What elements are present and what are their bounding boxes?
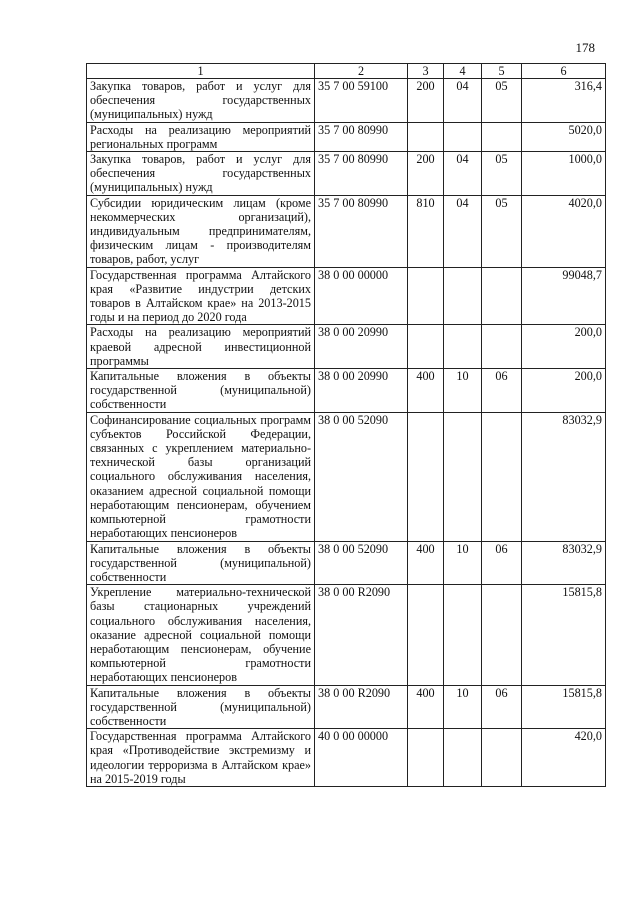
- section-code: 04: [444, 152, 482, 196]
- column-header: 4: [444, 64, 482, 79]
- table-row: [87, 685, 606, 729]
- column-header: 1: [87, 64, 315, 79]
- table-row: [87, 122, 606, 151]
- expense-type: [408, 412, 444, 541]
- table-row: [87, 412, 606, 541]
- table-row: [87, 541, 606, 585]
- item-name: Софинансирование социальных программ субъектов Российской Федерации, связанных с укреплением материально-технической базы организаций социального обслуживания населения, оказанием адресной социальной помощи неработающим пенсионерам, обучением компьютерной грамотности неработающих пенсионеров: [87, 412, 315, 541]
- target-code: 38 0 00 20990: [315, 325, 408, 369]
- item-name: Государственная программа Алтайского края «Развитие индустрии детских товаров в Алтайском крае» на 2013-2015 годы и на период до 2020 года: [87, 267, 315, 325]
- section-code: [444, 585, 482, 685]
- section-code: 10: [444, 541, 482, 585]
- column-header: 3: [408, 64, 444, 79]
- expense-type: 400: [408, 541, 444, 585]
- subsection-code: [482, 585, 522, 685]
- amount: 15815,8: [522, 685, 606, 729]
- item-name: Укрепление материально-технической базы стационарных учреждений социального обслуживания населения, оказание адресной социальной помощи неработающим пенсионерам, обучение компьютерной грамотности неработающих пенсионеров: [87, 585, 315, 685]
- page-number: 178: [575, 40, 595, 55]
- target-code: 35 7 00 59100: [315, 79, 408, 123]
- target-code: 38 0 00 20990: [315, 369, 408, 413]
- table-row: [87, 79, 606, 123]
- section-code: [444, 325, 482, 369]
- expense-type: 400: [408, 369, 444, 413]
- item-name: Капитальные вложения в объекты государственной (муниципальной) собственности: [87, 369, 315, 413]
- table-row: [87, 369, 606, 413]
- target-code: 35 7 00 80990: [315, 122, 408, 151]
- section-code: [444, 267, 482, 325]
- column-header: 5: [482, 64, 522, 79]
- table-row: [87, 729, 606, 787]
- expense-type: [408, 729, 444, 787]
- subsection-code: 06: [482, 369, 522, 413]
- amount: 420,0: [522, 729, 606, 787]
- column-header: 2: [315, 64, 408, 79]
- target-code: 35 7 00 80990: [315, 195, 408, 267]
- table-header-row: [87, 64, 606, 79]
- subsection-code: [482, 412, 522, 541]
- amount: 316,4: [522, 79, 606, 123]
- target-code: 38 0 00 R2090: [315, 585, 408, 685]
- expense-type: 200: [408, 79, 444, 123]
- subsection-code: [482, 325, 522, 369]
- expense-type: 810: [408, 195, 444, 267]
- expense-type: [408, 267, 444, 325]
- table-row: [87, 585, 606, 685]
- subsection-code: 06: [482, 541, 522, 585]
- section-code: 10: [444, 369, 482, 413]
- amount: 4020,0: [522, 195, 606, 267]
- section-code: [444, 122, 482, 151]
- target-code: 38 0 00 R2090: [315, 685, 408, 729]
- item-name: Капитальные вложения в объекты государственной (муниципальной) собственности: [87, 541, 315, 585]
- section-code: 04: [444, 79, 482, 123]
- expense-type: [408, 122, 444, 151]
- item-name: Расходы на реализацию мероприятий краевой адресной инвестиционной программы: [87, 325, 315, 369]
- target-code: 38 0 00 52090: [315, 412, 408, 541]
- expense-type: [408, 325, 444, 369]
- section-code: 10: [444, 685, 482, 729]
- subsection-code: [482, 122, 522, 151]
- amount: 99048,7: [522, 267, 606, 325]
- amount: 83032,9: [522, 412, 606, 541]
- table-row: [87, 152, 606, 196]
- table-row: [87, 267, 606, 325]
- amount: 200,0: [522, 325, 606, 369]
- section-code: 04: [444, 195, 482, 267]
- table-row: [87, 195, 606, 267]
- amount: 15815,8: [522, 585, 606, 685]
- target-code: 38 0 00 00000: [315, 267, 408, 325]
- table-row: [87, 325, 606, 369]
- expense-type: 200: [408, 152, 444, 196]
- expense-type: 400: [408, 685, 444, 729]
- amount: 5020,0: [522, 122, 606, 151]
- section-code: [444, 412, 482, 541]
- column-header: 6: [522, 64, 606, 79]
- item-name: Субсидии юридическим лицам (кроме некоммерческих организаций), индивидуальным предпринимателям, физическим лицам - производителям товаров, работ, услуг: [87, 195, 315, 267]
- item-name: Расходы на реализацию мероприятий региональных программ: [87, 122, 315, 151]
- section-code: [444, 729, 482, 787]
- amount: 83032,9: [522, 541, 606, 585]
- target-code: 40 0 00 00000: [315, 729, 408, 787]
- subsection-code: 05: [482, 79, 522, 123]
- item-name: Закупка товаров, работ и услуг для обеспечения государственных (муниципальных) нужд: [87, 79, 315, 123]
- subsection-code: 05: [482, 152, 522, 196]
- expense-type: [408, 585, 444, 685]
- subsection-code: 06: [482, 685, 522, 729]
- target-code: 38 0 00 52090: [315, 541, 408, 585]
- amount: 1000,0: [522, 152, 606, 196]
- subsection-code: 05: [482, 195, 522, 267]
- subsection-code: [482, 729, 522, 787]
- item-name: Закупка товаров, работ и услуг для обеспечения государственных (муниципальных) нужд: [87, 152, 315, 196]
- amount: 200,0: [522, 369, 606, 413]
- subsection-code: [482, 267, 522, 325]
- budget-table: [86, 63, 606, 787]
- item-name: Капитальные вложения в объекты государственной (муниципальной) собственности: [87, 685, 315, 729]
- target-code: 35 7 00 80990: [315, 152, 408, 196]
- item-name: Государственная программа Алтайского края «Противодействие экстремизму и идеологии терроризма в Алтайском крае» на 2015-2019 годы: [87, 729, 315, 787]
